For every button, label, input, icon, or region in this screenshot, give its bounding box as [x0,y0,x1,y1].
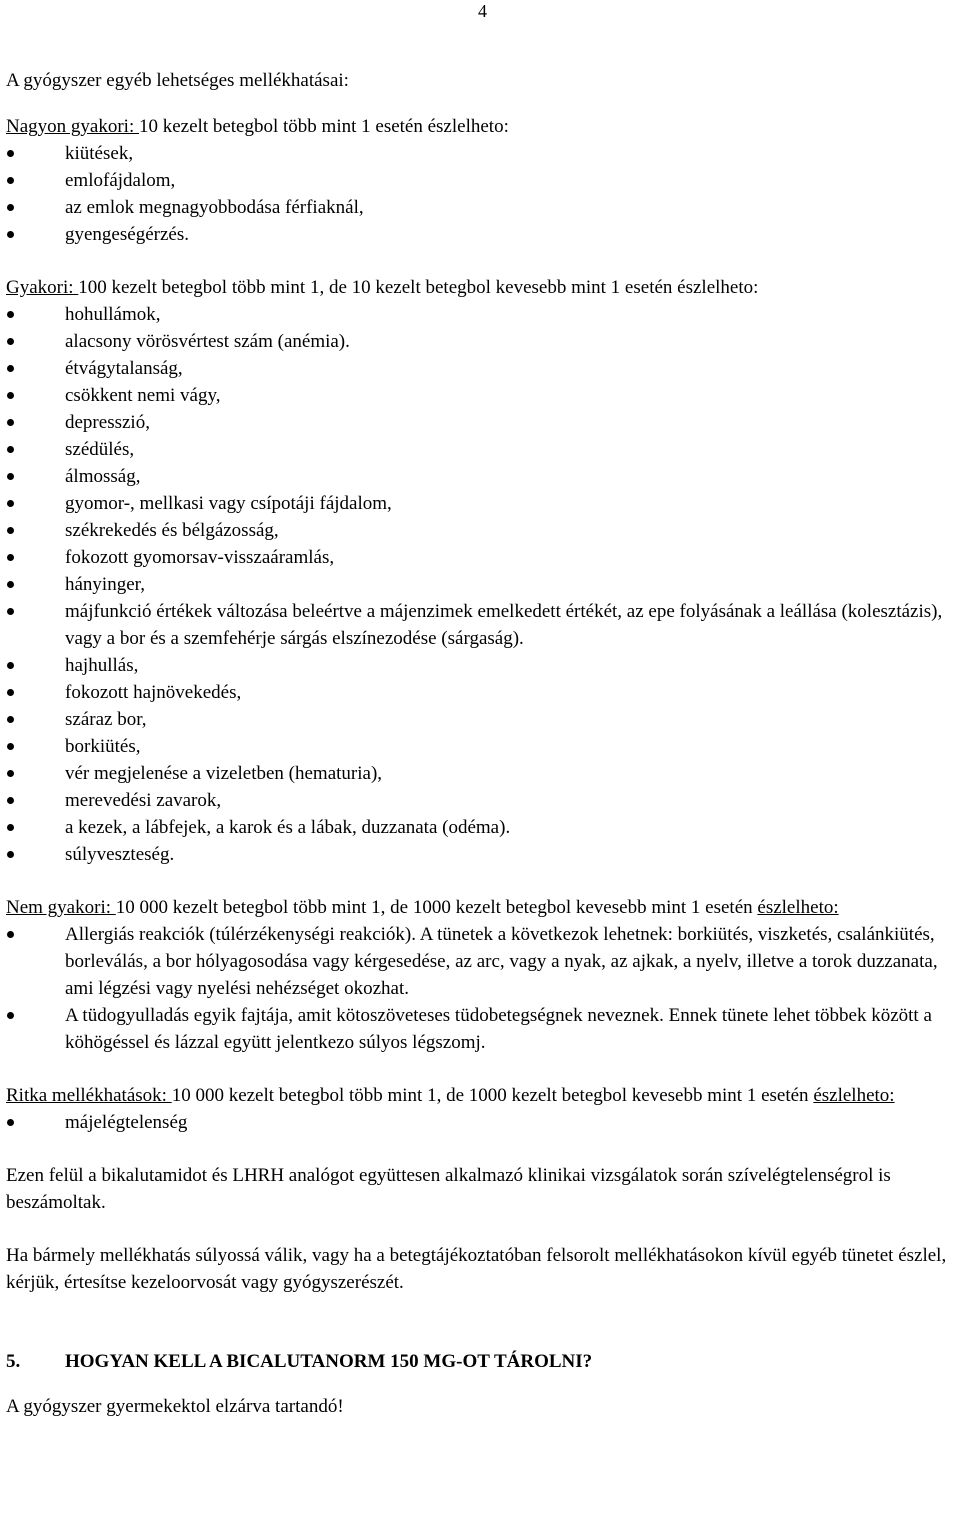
common-list [6,301,954,868]
list-item: az emlok megnagyobbodása férfiaknál, [6,194,954,221]
list-item: fokozott gyomorsav-visszaáramlás, [6,544,954,571]
chapter-title: HOGYAN KELL A BICALUTANORM 150 MG-OT TÁROLNI? [65,1351,593,1372]
rare-text-underlined: észlelheto: [813,1085,895,1106]
very-common-section [6,113,954,248]
side-effects-heading: A gyógyszer egyéb lehetséges mellékhatásai: [6,70,349,91]
list-item: hajhullás, [6,652,954,679]
uncommon-section [6,894,954,1056]
list-item: a kezek, a lábfejek, a karok és a lábak, duzzanata (odéma). [6,814,954,841]
very-common-label: Nagyon gyakori: [6,116,139,137]
chapter-number: 5. [6,1351,21,1372]
list-item: májfunkció értékek változása beleértve a májenzimek emelkedett értékét, az epe folyásának a leállása (kolesztázis), vagy a bor és a szemfehérje sárgás elszínezodése (sárgaság). [6,598,954,652]
very-common-list [6,140,954,248]
list-item: Allergiás reakciók (túlérzékenységi reakciók). A tünetek a következok lehetnek: borkiütés, viszketés, csalánkiütés, borleválás, a bor hólyagosodása vagy kérgesedése, az arc, vagy a nyak, az ajkak, a nyelv, illetve a torok duzzanata, ami légzési vagy nyelési nehézséget okozhat. [6,921,954,1002]
list-item: emlofájdalom, [6,167,954,194]
common-intro [6,274,954,301]
very-common-text: 10 kezelt betegbol több mint 1 esetén észlelheto: [138,116,509,137]
list-item: depresszió, [6,409,954,436]
uncommon-text-underlined: észlelheto: [757,897,839,918]
document-body [6,67,954,1420]
list-item: vér megjelenése a vizeletben (hematuria), [6,760,954,787]
list-item: hohullámok, [6,301,954,328]
list-item: fokozott hajnövekedés, [6,679,954,706]
list-item: alacsony vörösvértest szám (anémia). [6,328,954,355]
rare-label: Ritka mellékhatások: [6,1085,172,1106]
storage-note: A gyógyszer gyermekektol elzárva tartandó! [6,1396,344,1417]
list-item: borkiütés, [6,733,954,760]
rare-section [6,1082,954,1136]
list-item: kiütések, [6,140,954,167]
list-item: súlyveszteség. [6,841,954,868]
uncommon-intro [6,894,954,921]
list-item: gyomor-, mellkasi vagy csípotáji fájdalom, [6,490,954,517]
list-item: álmosság, [6,463,954,490]
very-common-intro [6,113,954,140]
common-text: 100 kezelt betegbol több mint 1, de 10 kezelt betegbol kevesebb mint 1 esetén észlelheto: [78,277,759,298]
chapter-heading [6,1348,954,1375]
common-label: Gyakori: [6,277,79,298]
rare-intro [6,1082,954,1109]
rare-text: 10 000 kezelt betegbol több mint 1, de 1000 kezelt betegbol kevesebb mint 1 esetén [171,1085,814,1106]
list-item: hányinger, [6,571,954,598]
heart-failure-note: Ezen felül a bikalutamidot és LHRH analógot együttesen alkalmazó klinikai vizsgálatok során szívelégtelenségrol is beszámoltak. [6,1165,891,1213]
list-item: száraz bor, [6,706,954,733]
list-item: májelégtelenség [6,1109,954,1136]
list-item: csökkent nemi vágy, [6,382,954,409]
uncommon-label: Nem gyakori: [6,897,116,918]
uncommon-list [6,921,954,1056]
list-item: merevedési zavarok, [6,787,954,814]
list-item: gyengeségérzés. [6,221,954,248]
list-item: székrekedés és bélgázosság, [6,517,954,544]
page-number: 4 [478,1,487,21]
list-item: szédülés, [6,436,954,463]
rare-list [6,1109,954,1136]
uncommon-text: 10 000 kezelt betegbol több mint 1, de 1000 kezelt betegbol kevesebb mint 1 esetén [115,897,758,918]
list-item: étvágytalanság, [6,355,954,382]
list-item: A tüdogyulladás egyik fajtája, amit kötoszöveteses tüdobetegségnek neveznek. Ennek tünete lehet többek között a köhögéssel és lázzal együtt jelentkezo súlyos légszomj. [6,1002,954,1056]
report-note: Ha bármely mellékhatás súlyossá válik, vagy ha a betegtájékoztatóban felsorolt mellékhatásokon kívül egyéb tünetet észlel, kérjük, értesítse kezeloorvosát vagy gyógyszerészét. [6,1245,947,1293]
common-section [6,274,954,868]
